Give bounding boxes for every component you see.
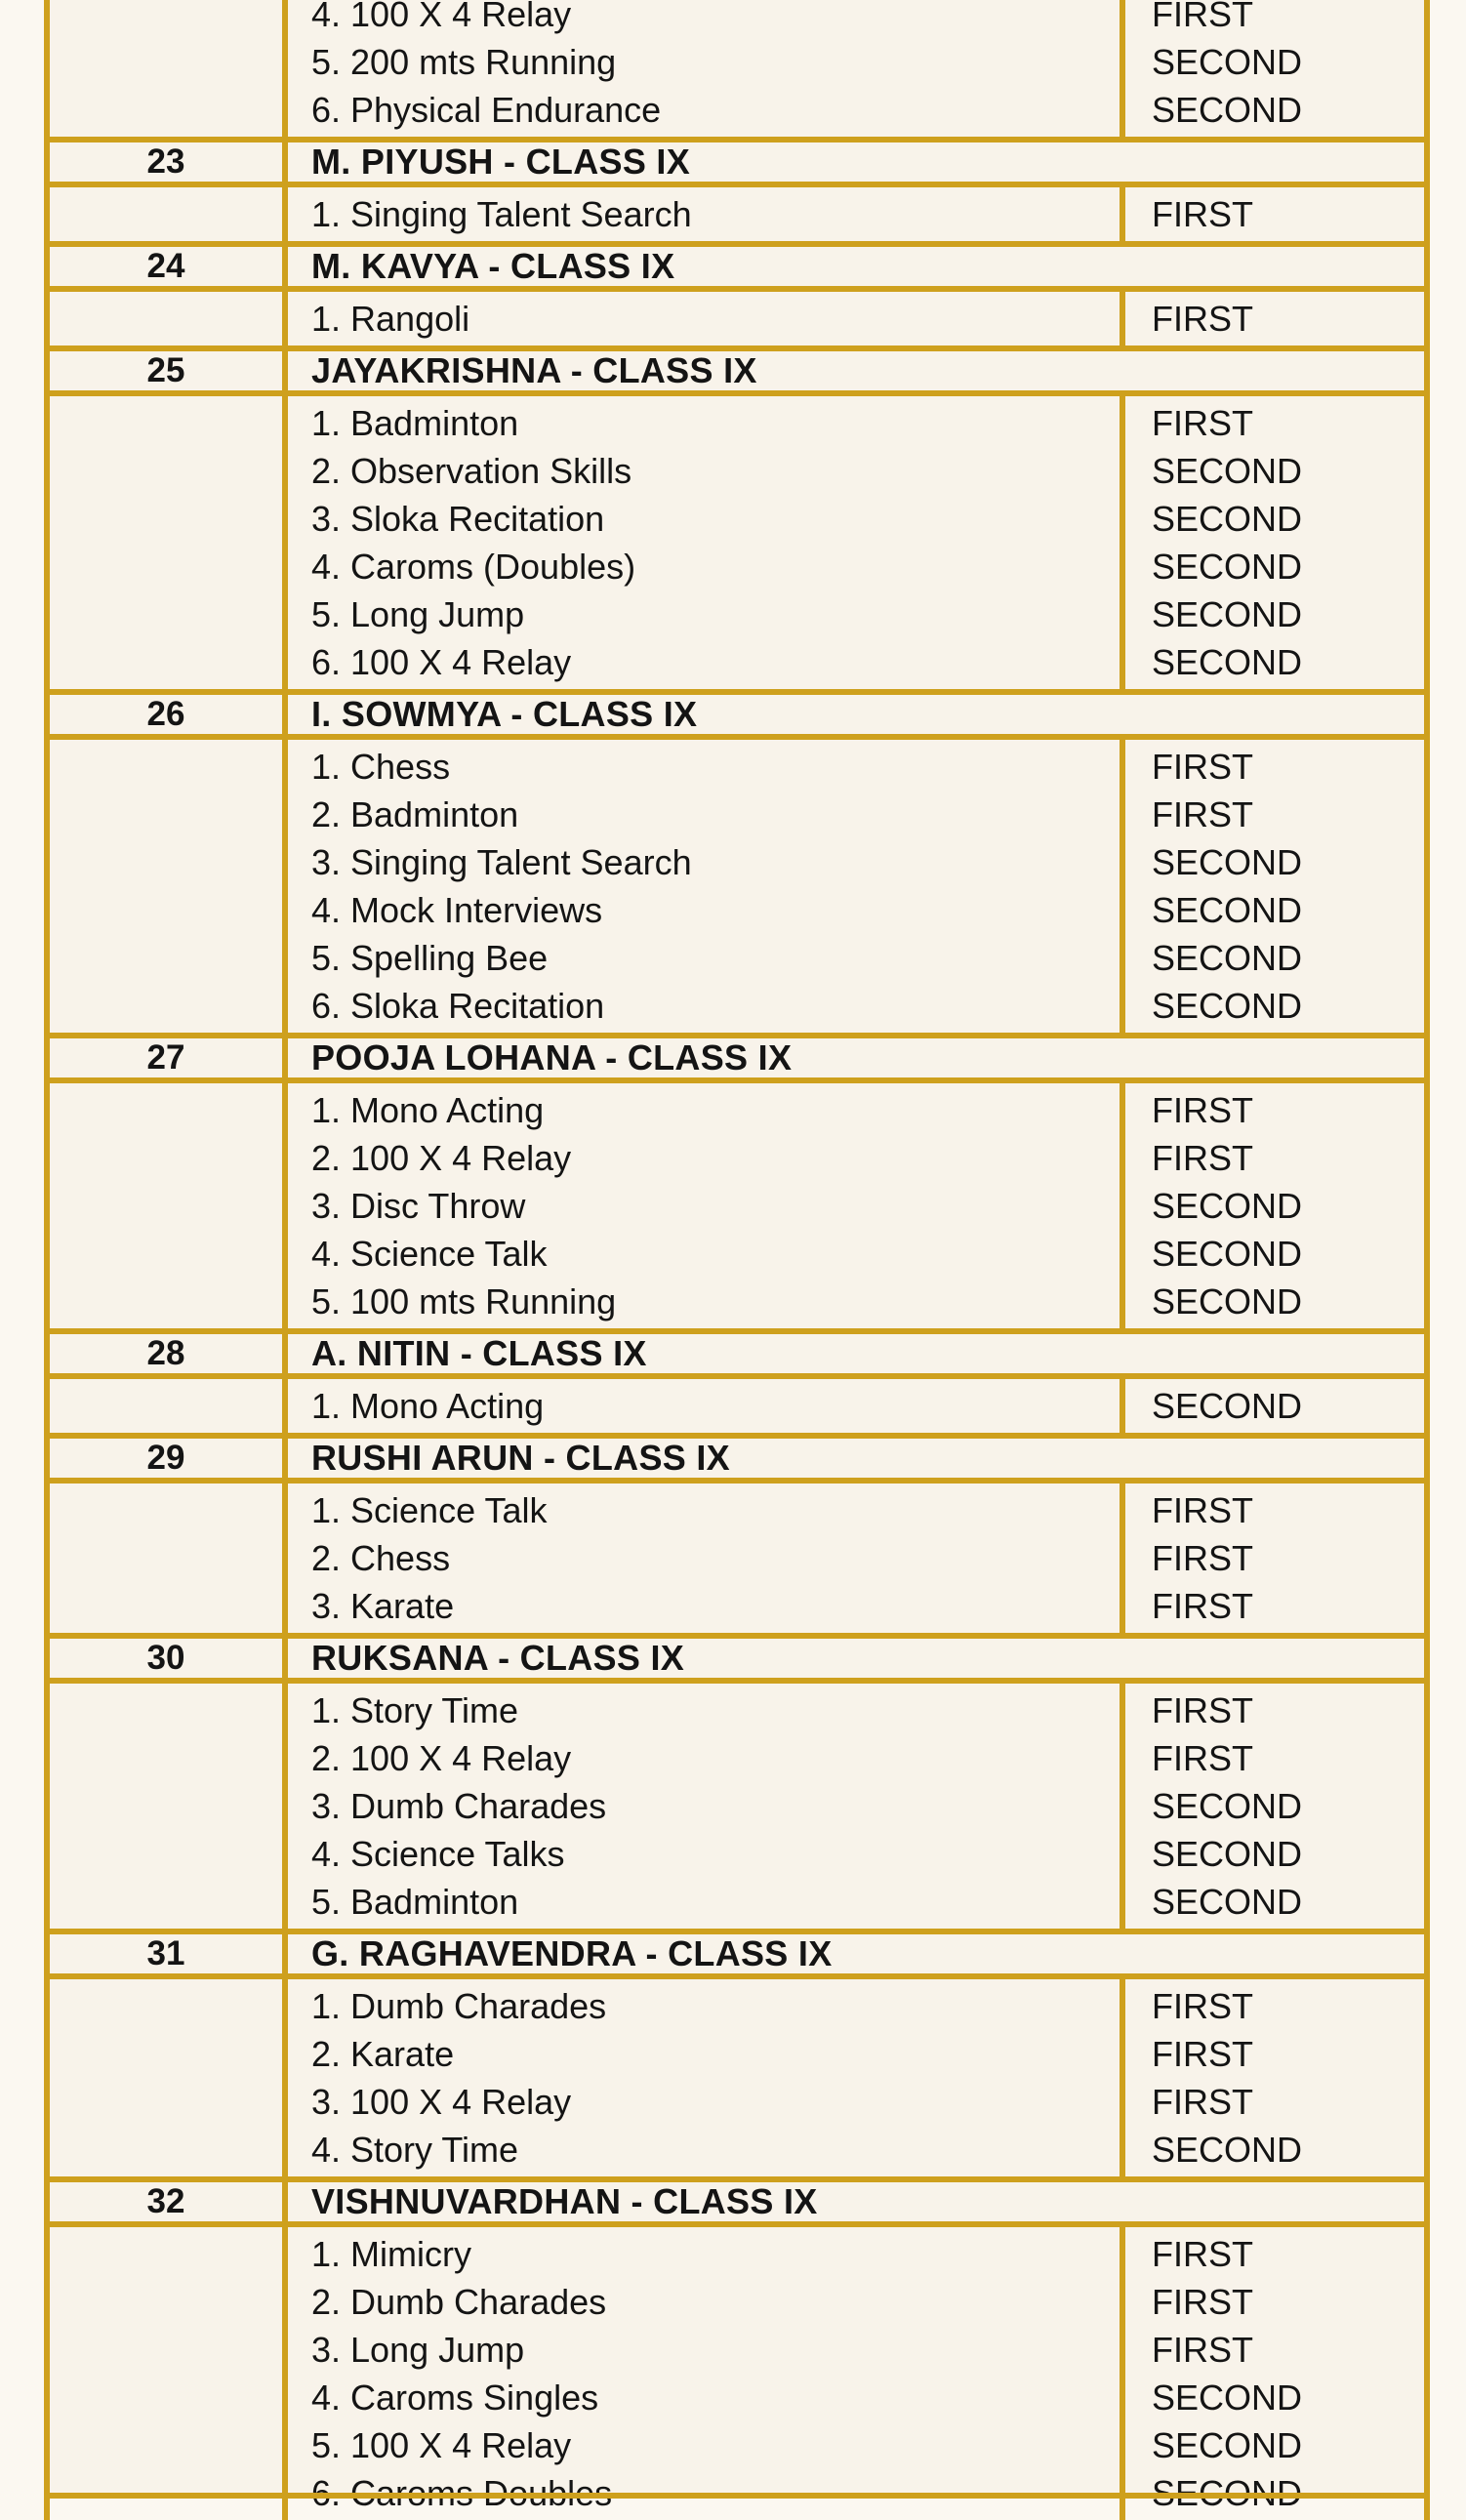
student-name: M. KAVYA - CLASS IX <box>311 246 675 286</box>
event-name: 1. Dumb Charades <box>311 1986 607 2026</box>
position-result: SECOND <box>1152 1834 1303 1874</box>
event-name: 4. 100 X 4 Relay <box>311 0 572 34</box>
event-name: 5. 100 X 4 Relay <box>311 2425 572 2465</box>
student-name: VISHNUVARDHAN - CLASS IX <box>311 2181 818 2221</box>
position-result: SECOND <box>1152 842 1303 882</box>
column-divider <box>1120 1973 1125 2176</box>
event-name: 1. Mimicry <box>311 2234 471 2274</box>
column-divider <box>1120 182 1125 241</box>
event-name: 4. Caroms (Doubles) <box>311 547 636 587</box>
column-divider <box>282 695 288 734</box>
event-name: 5. Spelling Bee <box>311 938 549 978</box>
column-divider <box>1120 0 1125 137</box>
event-name: 6. Sloka Recitation <box>311 986 605 1026</box>
position-result: FIRST <box>1152 1490 1253 1530</box>
column-divider <box>282 1077 288 1328</box>
events-block <box>44 286 1430 345</box>
event-name: 4. Science Talks <box>311 1834 565 1874</box>
student-header-row <box>44 1433 1430 1484</box>
position-result: SECOND <box>1152 547 1303 587</box>
student-header-row <box>44 689 1430 740</box>
serial-number: 31 <box>146 1934 185 1972</box>
event-name: 3. Karate <box>311 1586 455 1626</box>
position-result: FIRST <box>1152 1586 1253 1626</box>
position-result: SECOND <box>1152 2425 1303 2465</box>
event-name: 3. 100 X 4 Relay <box>311 2082 572 2122</box>
student-name: A. NITIN - CLASS IX <box>311 1333 647 1373</box>
position-result: SECOND <box>1152 1186 1303 1226</box>
position-result: SECOND <box>1152 42 1303 82</box>
events-block <box>44 1077 1430 1328</box>
serial-number: 26 <box>146 695 185 733</box>
column-divider <box>282 0 288 137</box>
events-block <box>44 1373 1430 1433</box>
position-result: SECOND <box>1152 986 1303 1026</box>
position-result: SECOND <box>1152 499 1303 539</box>
serial-number: 28 <box>146 1334 185 1372</box>
position-result: SECOND <box>1152 451 1303 491</box>
serial-number: 24 <box>146 247 185 285</box>
event-name: 4. Science Talk <box>311 1234 548 1274</box>
event-name: 4. Mock Interviews <box>311 890 603 930</box>
position-result: SECOND <box>1152 1882 1303 1922</box>
event-name: 2. Dumb Charades <box>311 2282 607 2322</box>
column-divider <box>282 2221 288 2520</box>
event-name: 4. Story Time <box>311 2130 519 2170</box>
event-name: 1. Singing Talent Search <box>311 194 692 234</box>
student-header-row <box>44 1033 1430 1083</box>
event-name: 5. 200 mts Running <box>311 42 617 82</box>
student-header-row <box>44 345 1430 396</box>
event-name: 3. Singing Talent Search <box>311 842 692 882</box>
column-divider <box>282 286 288 345</box>
event-name: 1. Badminton <box>311 403 519 443</box>
position-result: FIRST <box>1152 2034 1253 2074</box>
event-name: 3. Dumb Charades <box>311 1786 607 1826</box>
event-name: 6. Physical Endurance <box>311 90 662 130</box>
serial-number: 27 <box>146 1038 185 1077</box>
event-name: 2. Karate <box>311 2034 455 2074</box>
serial-number: 29 <box>146 1439 185 1477</box>
event-name: 2. 100 X 4 Relay <box>311 1138 572 1178</box>
column-divider <box>282 182 288 241</box>
student-name: JAYAKRISHNA - CLASS IX <box>311 350 757 390</box>
position-result: FIRST <box>1152 1690 1253 1730</box>
position-result: FIRST <box>1152 1138 1253 1178</box>
position-result: SECOND <box>1152 642 1303 682</box>
column-divider <box>282 734 288 1033</box>
event-name: 2. Observation Skills <box>311 451 632 491</box>
column-divider <box>1120 1478 1125 1633</box>
position-result: FIRST <box>1152 2282 1253 2322</box>
event-name: 1. Mono Acting <box>311 1386 545 1426</box>
position-result: FIRST <box>1152 2330 1253 2370</box>
events-block <box>44 1478 1430 1633</box>
position-result: FIRST <box>1152 1986 1253 2026</box>
column-divider <box>1120 2221 1125 2520</box>
position-result: SECOND <box>1152 90 1303 130</box>
student-name: I. SOWMYA - CLASS IX <box>311 694 698 734</box>
column-divider <box>282 1334 288 1373</box>
event-name: 3. Sloka Recitation <box>311 499 605 539</box>
position-result: SECOND <box>1152 2378 1303 2418</box>
event-name: 5. Badminton <box>311 1882 519 1922</box>
position-result: FIRST <box>1152 403 1253 443</box>
serial-number: 32 <box>146 2182 185 2220</box>
event-name: 2. Badminton <box>311 794 519 834</box>
position-result: FIRST <box>1152 794 1253 834</box>
student-header-row <box>44 1328 1430 1379</box>
events-block <box>44 0 1430 137</box>
table-bottom-border <box>44 2493 1430 2499</box>
position-result: FIRST <box>1152 2234 1253 2274</box>
events-block <box>44 2221 1430 2520</box>
column-divider <box>1120 390 1125 689</box>
position-result: FIRST <box>1152 2082 1253 2122</box>
column-divider <box>282 1038 288 1077</box>
position-result: SECOND <box>1152 1386 1303 1426</box>
column-divider <box>282 390 288 689</box>
student-header-row <box>44 241 1430 292</box>
position-result: SECOND <box>1152 2130 1303 2170</box>
student-header-row <box>44 2176 1430 2227</box>
column-divider <box>1120 1678 1125 1929</box>
event-name: 1. Rangoli <box>311 299 470 339</box>
event-name: 5. Long Jump <box>311 594 525 634</box>
position-result: SECOND <box>1152 1281 1303 1321</box>
column-divider <box>282 1934 288 1973</box>
position-result: FIRST <box>1152 1738 1253 1778</box>
event-name: 2. 100 X 4 Relay <box>311 1738 572 1778</box>
column-divider <box>282 1678 288 1929</box>
column-divider <box>1120 1077 1125 1328</box>
event-name: 3. Long Jump <box>311 2330 525 2370</box>
event-name: 1. Science Talk <box>311 1490 548 1530</box>
student-header-row <box>44 1633 1430 1684</box>
column-divider <box>282 1639 288 1678</box>
events-block <box>44 182 1430 241</box>
column-divider <box>282 1478 288 1633</box>
position-result: SECOND <box>1152 938 1303 978</box>
position-result: FIRST <box>1152 747 1253 787</box>
event-name: 2. Chess <box>311 1538 451 1578</box>
event-name: 5. 100 mts Running <box>311 1281 617 1321</box>
position-result: FIRST <box>1152 1090 1253 1130</box>
student-name: M. PIYUSH - CLASS IX <box>311 142 691 182</box>
column-divider <box>1120 286 1125 345</box>
events-block <box>44 1973 1430 2176</box>
student-header-row <box>44 137 1430 187</box>
student-name: G. RAGHAVENDRA - CLASS IX <box>311 1933 833 1973</box>
events-block <box>44 390 1430 689</box>
serial-number: 30 <box>146 1639 185 1677</box>
position-result: SECOND <box>1152 1786 1303 1826</box>
student-name: RUSHI ARUN - CLASS IX <box>311 1438 730 1478</box>
column-divider <box>1120 1373 1125 1433</box>
student-header-row <box>44 1929 1430 1979</box>
event-name: 6. 100 X 4 Relay <box>311 642 572 682</box>
column-divider <box>282 351 288 390</box>
position-result: FIRST <box>1152 299 1253 339</box>
column-divider <box>282 1439 288 1478</box>
position-result: FIRST <box>1152 0 1253 34</box>
position-result: SECOND <box>1152 890 1303 930</box>
event-name: 1. Story Time <box>311 1690 519 1730</box>
column-divider <box>282 247 288 286</box>
position-result: SECOND <box>1152 594 1303 634</box>
events-block <box>44 1678 1430 1929</box>
position-result: SECOND <box>1152 1234 1303 1274</box>
serial-number: 25 <box>146 351 185 389</box>
event-name: 1. Chess <box>311 747 451 787</box>
event-name: 1. Mono Acting <box>311 1090 545 1130</box>
student-name: RUKSANA - CLASS IX <box>311 1638 685 1678</box>
column-divider <box>282 2182 288 2221</box>
event-name: 4. Caroms Singles <box>311 2378 599 2418</box>
event-name: 3. Disc Throw <box>311 1186 526 1226</box>
events-block <box>44 734 1430 1033</box>
column-divider <box>282 1373 288 1433</box>
column-divider <box>282 142 288 182</box>
serial-number: 23 <box>146 142 185 181</box>
student-name: POOJA LOHANA - CLASS IX <box>311 1037 793 1077</box>
column-divider <box>282 1973 288 2176</box>
column-divider <box>1120 734 1125 1033</box>
position-result: FIRST <box>1152 1538 1253 1578</box>
position-result: FIRST <box>1152 194 1253 234</box>
